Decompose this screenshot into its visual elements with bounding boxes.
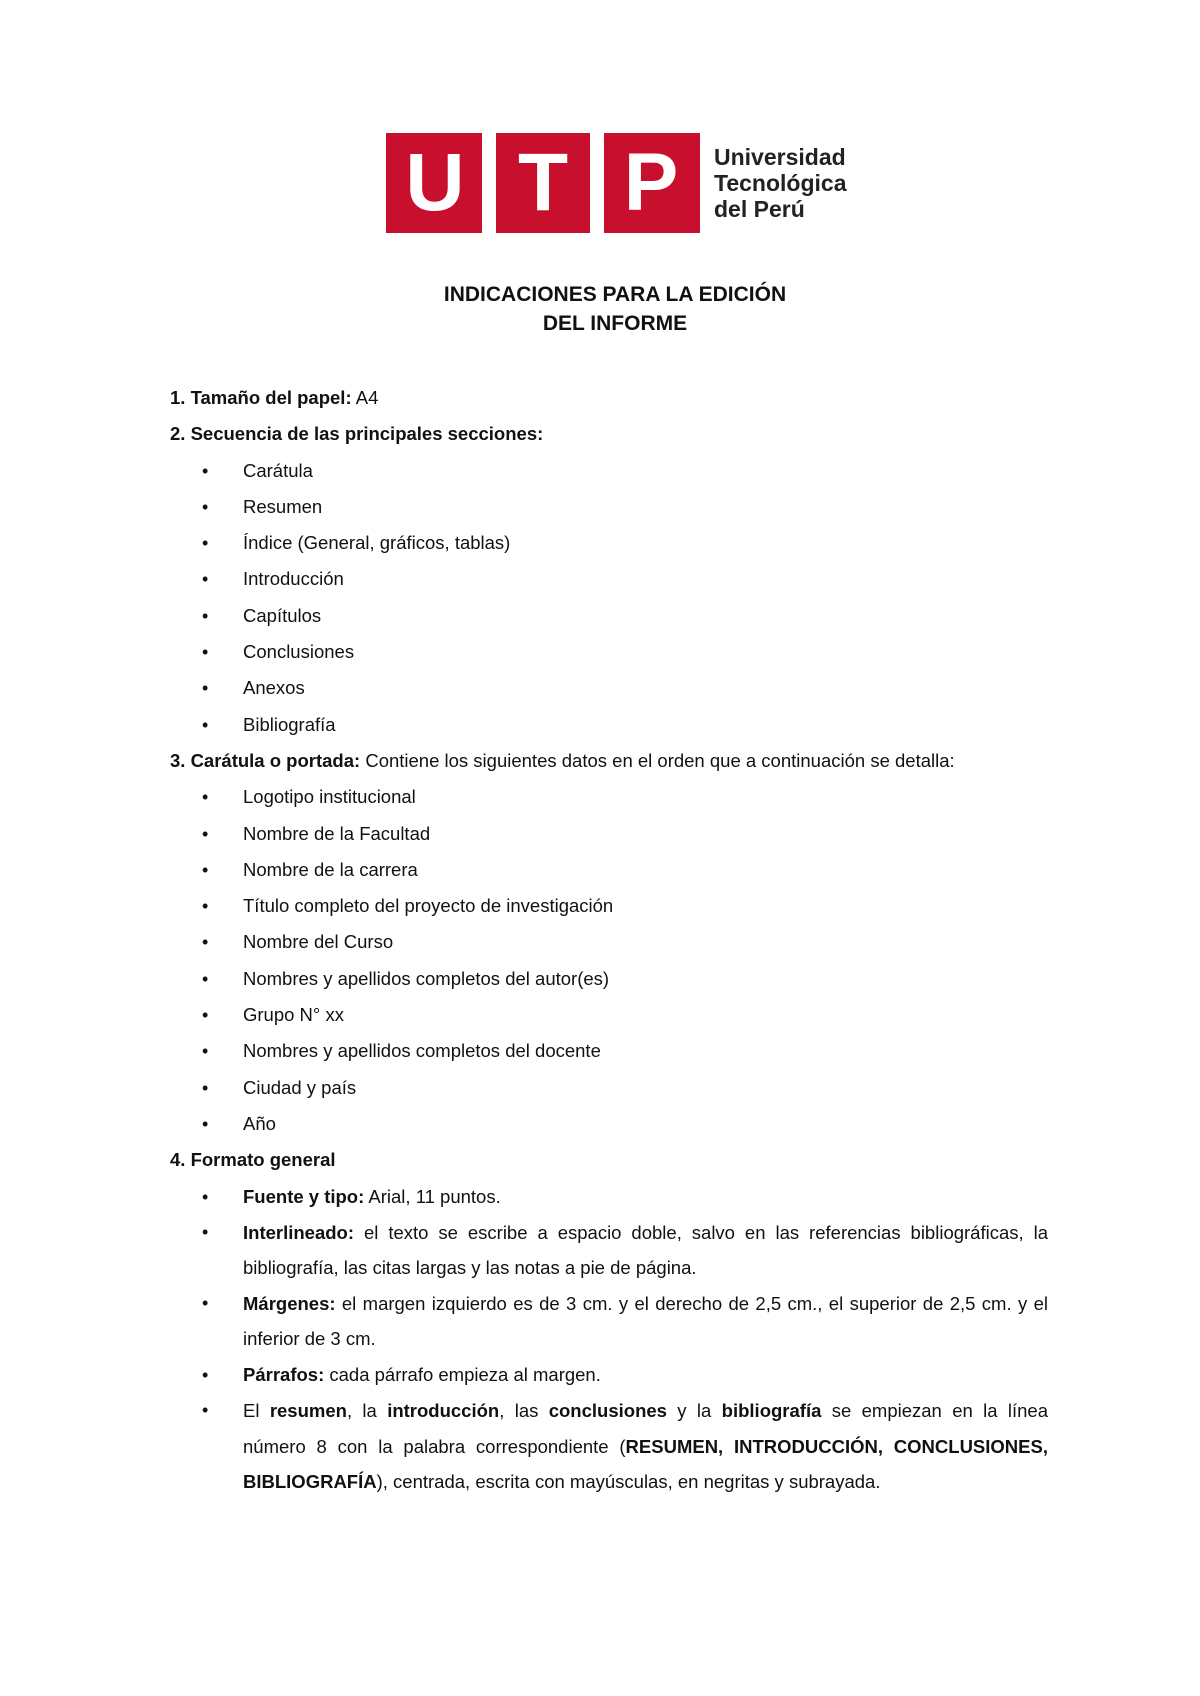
list-item xyxy=(170,852,1048,888)
list-item-text: Nombre de la Facultad xyxy=(243,822,431,844)
bullet-icon: • xyxy=(202,1364,209,1385)
list-item xyxy=(170,598,1048,634)
bullet-icon: • xyxy=(202,605,209,626)
bullet-icon: • xyxy=(202,1221,209,1242)
list-item-text: Índice (General, gráficos, tablas) xyxy=(243,532,511,554)
list-item xyxy=(170,634,1048,670)
document-title xyxy=(0,280,1200,338)
list-item-text: Logotipo institucional xyxy=(243,786,416,808)
logo-separator xyxy=(482,133,496,233)
list-item-text: Carátula xyxy=(243,459,313,481)
logo-letter-t: T xyxy=(517,137,569,228)
logo-university-name xyxy=(714,144,847,222)
bullet-icon: • xyxy=(202,1400,209,1421)
logo-text-line: del Perú xyxy=(714,196,805,222)
bullet-icon: • xyxy=(202,1186,209,1207)
section-3-cover xyxy=(170,743,1048,779)
item-text: El xyxy=(243,1400,270,1422)
section-3-label: 3. Carátula o portada: xyxy=(170,749,361,771)
item-bold: resumen xyxy=(269,1400,347,1422)
document-body xyxy=(170,380,1048,1500)
logo-text-line: Universidad xyxy=(714,144,846,170)
item-text: ), centrada, escrita con mayúsculas, en negritas y subrayada. xyxy=(376,1471,881,1493)
item-text: el margen izquierdo es de 3 cm. y el derecho de 2,5 cm., el superior de 2,5 cm. y el inferior de 3 cm. xyxy=(243,1292,1048,1350)
list-item xyxy=(170,707,1048,743)
item-text: el texto se escribe a espacio doble, salvo en las referencias bibliográficas, la bibliografía, las citas largas y las notas a pie de página. xyxy=(243,1221,1048,1279)
list-item xyxy=(170,961,1048,997)
logo-letter-u: U xyxy=(405,137,465,228)
title-line-2: DEL INFORME xyxy=(542,312,688,335)
list-item-text: Grupo N° xx xyxy=(243,1004,344,1026)
list-item xyxy=(170,779,1048,815)
list-item-section-headings xyxy=(170,1393,1048,1500)
section-3-list xyxy=(170,779,1048,1142)
list-item-text: Nombres y apellidos completos del autor(es) xyxy=(243,967,610,989)
item-label: Márgenes: xyxy=(243,1292,336,1314)
item-text: y la xyxy=(666,1400,722,1422)
list-item-text: Nombre del Curso xyxy=(243,931,394,953)
bullet-icon: • xyxy=(202,1041,209,1062)
item-label: Interlineado: xyxy=(243,1221,355,1243)
item-label: Párrafos: xyxy=(243,1363,325,1385)
section-1-label: 1. Tamaño del papel: xyxy=(170,387,352,408)
list-item xyxy=(170,1106,1048,1142)
bullet-icon: • xyxy=(202,1077,209,1098)
bullet-icon: • xyxy=(202,968,209,989)
bullet-icon: • xyxy=(202,569,209,590)
list-item-text: Capítulos xyxy=(243,604,322,626)
list-item xyxy=(170,453,1048,489)
item-text: , las xyxy=(499,1400,549,1422)
bullet-icon: • xyxy=(202,714,209,735)
list-item-text: Nombre de la carrera xyxy=(243,858,418,880)
section-4-label: 4. Formato general xyxy=(170,1149,336,1171)
item-text: Arial, 11 puntos. xyxy=(364,1185,501,1207)
bullet-icon: • xyxy=(202,496,209,517)
item-bold: RESUMEN, INTRODUCCIÓN, CONCLUSIONES, BIBLIOGRAFÍA xyxy=(243,1435,1048,1493)
list-item-text: Resumen xyxy=(243,495,323,517)
list-item xyxy=(170,670,1048,706)
list-item-line-spacing xyxy=(170,1215,1048,1286)
bullet-icon: • xyxy=(202,533,209,554)
bullet-icon: • xyxy=(202,642,209,663)
list-item-paragraphs xyxy=(170,1357,1048,1393)
item-text: se empiezan en la línea número 8 con la palabra correspondiente ( xyxy=(243,1400,1048,1457)
bullet-icon: • xyxy=(202,932,209,953)
list-item xyxy=(170,561,1048,597)
section-4-list xyxy=(170,1179,1048,1500)
bullet-icon: • xyxy=(202,1292,209,1313)
list-item xyxy=(170,489,1048,525)
list-item xyxy=(170,525,1048,561)
list-item-text: Nombres y apellidos completos del docente xyxy=(243,1040,601,1062)
list-item xyxy=(170,997,1048,1033)
section-2-list xyxy=(170,453,1048,743)
list-item-text: Conclusiones xyxy=(243,641,355,663)
list-item-text: Año xyxy=(243,1112,276,1134)
list-item xyxy=(170,924,1048,960)
list-item-text: Bibliografía xyxy=(243,713,336,735)
list-item-text: Título completo del proyecto de investigación xyxy=(243,895,614,917)
list-item xyxy=(170,888,1048,924)
bullet-icon: • xyxy=(202,678,209,699)
bullet-icon: • xyxy=(202,787,209,808)
item-bold: bibliografía xyxy=(721,1400,822,1422)
item-text: , la xyxy=(346,1400,388,1422)
item-bold: introducción xyxy=(387,1400,500,1422)
bullet-icon: • xyxy=(202,823,209,844)
utp-logo xyxy=(386,133,847,233)
section-1-paper-size xyxy=(170,380,1048,416)
list-item-margins xyxy=(170,1286,1048,1357)
bullet-icon: • xyxy=(202,1113,209,1134)
title-line-1: INDICACIONES PARA LA EDICIÓN xyxy=(443,283,787,306)
section-1-value: A4 xyxy=(351,387,379,408)
logo-letter-p: P xyxy=(623,137,679,228)
list-item-font xyxy=(170,1179,1048,1215)
section-2-label: 2. Secuencia de las principales secciones: xyxy=(170,423,544,445)
logo-red-box xyxy=(386,133,700,233)
list-item xyxy=(170,1070,1048,1106)
bullet-icon: • xyxy=(202,859,209,880)
bullet-icon: • xyxy=(202,896,209,917)
bullet-icon: • xyxy=(202,1005,209,1026)
list-item-text: Introducción xyxy=(243,568,344,590)
list-item xyxy=(170,816,1048,852)
item-bold: conclusiones xyxy=(548,1400,667,1422)
bullet-icon: • xyxy=(202,460,209,481)
list-item-text: Anexos xyxy=(243,677,305,699)
list-item xyxy=(170,1033,1048,1069)
item-text: cada párrafo empieza al margen. xyxy=(324,1363,601,1385)
logo-text-line: Tecnológica xyxy=(714,170,847,196)
list-item-text: Ciudad y país xyxy=(243,1076,357,1098)
logo-separator xyxy=(590,133,604,233)
item-label: Fuente y tipo: xyxy=(243,1185,365,1207)
section-3-value: Contiene los siguientes datos en el orden que a continuación se detalla: xyxy=(360,749,955,771)
